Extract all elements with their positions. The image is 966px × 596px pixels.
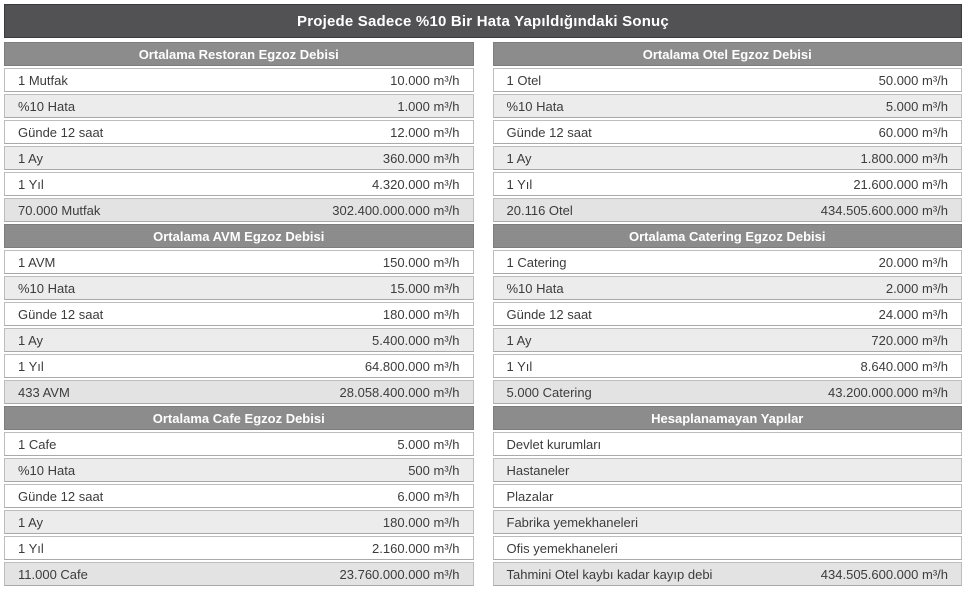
row-value: 434.505.600.000 m³/h bbox=[820, 202, 948, 218]
row-value: 302.400.000.000 m³/h bbox=[332, 202, 460, 218]
row-label: Günde 12 saat bbox=[506, 306, 592, 322]
row-value: 64.800.000 m³/h bbox=[364, 358, 460, 374]
table-row bbox=[4, 458, 474, 482]
table-row bbox=[493, 68, 963, 92]
table-row bbox=[493, 172, 963, 196]
table-row bbox=[493, 380, 963, 404]
table-row bbox=[4, 536, 474, 560]
row-label: 1 Yıl bbox=[18, 540, 44, 556]
table-row bbox=[4, 354, 474, 378]
table-columns bbox=[4, 42, 962, 588]
row-value: 21.600.000 m³/h bbox=[853, 176, 948, 192]
section-header: Ortalama Catering Egzoz Debisi bbox=[493, 224, 963, 248]
row-label: %10 Hata bbox=[506, 280, 564, 296]
row-label: 5.000 Catering bbox=[506, 384, 592, 400]
row-value: 180.000 m³/h bbox=[382, 514, 460, 530]
table-row bbox=[4, 432, 474, 456]
row-label: 1 Ay bbox=[506, 150, 532, 166]
row-value: 720.000 m³/h bbox=[871, 332, 948, 348]
section-header: Ortalama Cafe Egzoz Debisi bbox=[4, 406, 474, 430]
table-row bbox=[493, 302, 963, 326]
row-label: Tahmini Otel kaybı kadar kayıp debi bbox=[506, 566, 713, 582]
row-value: 15.000 m³/h bbox=[390, 280, 460, 296]
row-value: 180.000 m³/h bbox=[382, 306, 460, 322]
row-label: 1 Cafe bbox=[18, 436, 57, 452]
row-value: 60.000 m³/h bbox=[878, 124, 948, 140]
row-value: 10.000 m³/h bbox=[390, 72, 460, 88]
row-value: 150.000 m³/h bbox=[382, 254, 460, 270]
row-label: 1 AVM bbox=[18, 254, 56, 270]
table-row bbox=[4, 328, 474, 352]
row-label: %10 Hata bbox=[18, 462, 76, 478]
row-label: %10 Hata bbox=[506, 98, 564, 114]
column-left bbox=[4, 42, 474, 588]
table-row bbox=[4, 120, 474, 144]
table-row bbox=[493, 354, 963, 378]
row-value: 20.000 m³/h bbox=[878, 254, 948, 270]
section-header: Ortalama Restoran Egzoz Debisi bbox=[4, 42, 474, 66]
row-label: Devlet kurumları bbox=[506, 436, 602, 452]
row-value: 12.000 m³/h bbox=[390, 124, 460, 140]
row-label: 1 Ay bbox=[18, 150, 44, 166]
table-row bbox=[4, 484, 474, 508]
row-label: Günde 12 saat bbox=[18, 306, 104, 322]
row-value: 360.000 m³/h bbox=[382, 150, 460, 166]
page-title: Projede Sadece %10 Bir Hata Yapıldığındaki Sonuç bbox=[4, 4, 962, 38]
table-row bbox=[4, 172, 474, 196]
row-value: 2.000 m³/h bbox=[885, 280, 948, 296]
row-value: 23.760.000.000 m³/h bbox=[339, 566, 460, 582]
row-label: 1 Yıl bbox=[18, 358, 44, 374]
row-value: 6.000 m³/h bbox=[397, 488, 460, 504]
table-row bbox=[493, 146, 963, 170]
table-row bbox=[4, 250, 474, 274]
table-row bbox=[493, 94, 963, 118]
row-label: Günde 12 saat bbox=[18, 488, 104, 504]
table-row bbox=[493, 510, 963, 534]
row-value: 50.000 m³/h bbox=[878, 72, 948, 88]
row-label: Günde 12 saat bbox=[506, 124, 592, 140]
section-header: Hesaplanamayan Yapılar bbox=[493, 406, 963, 430]
table-row bbox=[493, 536, 963, 560]
table-row bbox=[493, 276, 963, 300]
row-label: Fabrika yemekhaneleri bbox=[506, 514, 639, 530]
row-label: %10 Hata bbox=[18, 98, 76, 114]
table-row bbox=[493, 198, 963, 222]
row-value: 5.000 m³/h bbox=[885, 98, 948, 114]
row-value: 4.320.000 m³/h bbox=[372, 176, 460, 192]
row-value: 1.800.000 m³/h bbox=[860, 150, 948, 166]
row-value: 2.160.000 m³/h bbox=[372, 540, 460, 556]
row-label: 1 Yıl bbox=[18, 176, 44, 192]
row-label: 1 Ay bbox=[506, 332, 532, 348]
table-row bbox=[4, 510, 474, 534]
table-row bbox=[493, 120, 963, 144]
table-row bbox=[493, 458, 963, 482]
table-row bbox=[493, 432, 963, 456]
column-right bbox=[493, 42, 963, 588]
row-label: Ofis yemekhaneleri bbox=[506, 540, 618, 556]
row-label: Hastaneler bbox=[506, 462, 570, 478]
section-header: Ortalama Otel Egzoz Debisi bbox=[493, 42, 963, 66]
row-value: 8.640.000 m³/h bbox=[860, 358, 948, 374]
table-row bbox=[4, 302, 474, 326]
row-label: Plazalar bbox=[506, 488, 554, 504]
section-header: Ortalama AVM Egzoz Debisi bbox=[4, 224, 474, 248]
table-row bbox=[493, 250, 963, 274]
table-row bbox=[493, 562, 963, 586]
table-row bbox=[4, 276, 474, 300]
row-label: 1 Otel bbox=[506, 72, 542, 88]
row-value: 434.505.600.000 m³/h bbox=[820, 566, 948, 582]
table-row bbox=[4, 68, 474, 92]
row-label: 1 Yıl bbox=[506, 176, 533, 192]
row-value: 28.058.400.000 m³/h bbox=[339, 384, 460, 400]
table-row bbox=[4, 198, 474, 222]
row-value: 500 m³/h bbox=[408, 462, 460, 478]
row-value: 5.400.000 m³/h bbox=[372, 332, 460, 348]
table-row bbox=[4, 380, 474, 404]
row-value: 1.000 m³/h bbox=[397, 98, 460, 114]
table-row bbox=[4, 562, 474, 586]
row-label: 1 Ay bbox=[18, 514, 44, 530]
row-label: 1 Catering bbox=[506, 254, 567, 270]
table-row bbox=[493, 328, 963, 352]
row-value: 43.200.000.000 m³/h bbox=[828, 384, 948, 400]
row-value: 5.000 m³/h bbox=[397, 436, 460, 452]
row-label: 11.000 Cafe bbox=[18, 566, 88, 582]
row-label: %10 Hata bbox=[18, 280, 76, 296]
table-row bbox=[4, 146, 474, 170]
row-label: 1 Ay bbox=[18, 332, 44, 348]
table-row bbox=[4, 94, 474, 118]
row-label: 1 Mutfak bbox=[18, 72, 68, 88]
row-label: 20.116 Otel bbox=[506, 202, 573, 218]
row-label: 433 AVM bbox=[18, 384, 70, 400]
row-label: 1 Yıl bbox=[506, 358, 533, 374]
row-label: 70.000 Mutfak bbox=[18, 202, 101, 218]
row-label: Günde 12 saat bbox=[18, 124, 104, 140]
row-value: 24.000 m³/h bbox=[878, 306, 948, 322]
table-row bbox=[493, 484, 963, 508]
